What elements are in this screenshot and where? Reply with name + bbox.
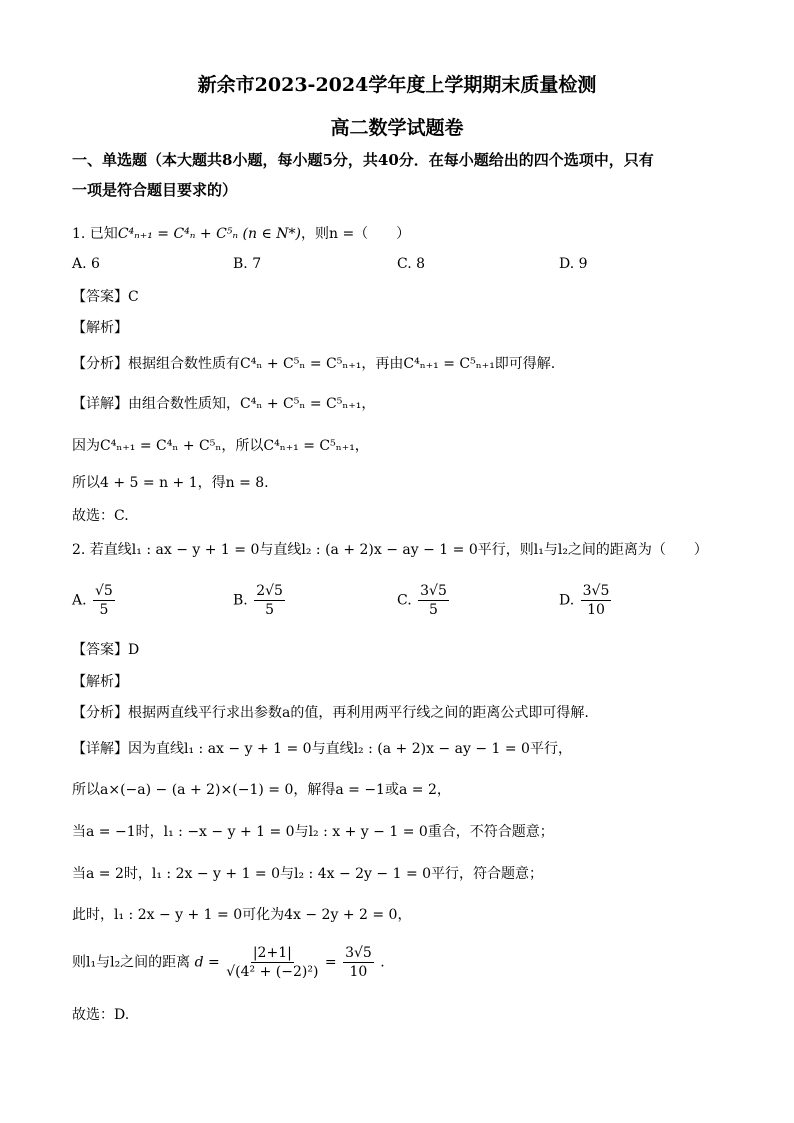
q2-step5-lhs: d = bbox=[194, 954, 220, 971]
q2-option-b-den: 5 bbox=[265, 602, 275, 618]
q2-step5-fraction bbox=[226, 944, 318, 981]
q1-option-a: A. 6 bbox=[72, 256, 100, 272]
q2-option-d-num: 3√5 bbox=[582, 583, 610, 599]
exam-title: 新余市2023-2024学年度上学期期末质量检测 bbox=[197, 74, 597, 96]
q2-option-a-fraction bbox=[93, 582, 115, 619]
q1-stem bbox=[72, 224, 410, 244]
section-heading-line2: 一项是符合题目要求的） bbox=[72, 181, 238, 199]
q1-option-d: D. 9 bbox=[559, 256, 588, 272]
q2-step5-prefix: 则l₁与l₂之间的距离 bbox=[72, 954, 191, 971]
q2-step1: 所以a×(−a) − (a + 2)×(−1) = 0，解得a = −1或a = 2， bbox=[72, 782, 451, 798]
q1-step2: 所以4 + 5 = n + 1，得n = 8. bbox=[72, 475, 269, 491]
q2-option-b-num: 2√5 bbox=[256, 583, 283, 599]
q2-option-c bbox=[397, 582, 451, 619]
q1-xiangjie: 【详解】由组合数性质知，C⁴ₙ + C⁵ₙ = C⁵ₙ₊₁， bbox=[72, 396, 376, 412]
q2-step3: 当a = 2时，l₁ : 2x − y + 1 = 0与l₂ : 4x − 2y − 1 = 0平行，符合题意； bbox=[72, 866, 544, 882]
exam-subtitle: 高二数学试题卷 bbox=[330, 117, 464, 139]
q1-option-b: B. 7 bbox=[233, 256, 262, 272]
q2-step4: 此时，l₁ : 2x − y + 1 = 0可化为4x − 2y + 2 = 0， bbox=[72, 907, 412, 923]
q2-step2: 当a = −1时，l₁ : −x − y + 1 = 0与l₂ : x + y − 1 = 0重合，不符合题意； bbox=[72, 824, 554, 840]
q2-option-c-fraction bbox=[418, 582, 449, 619]
q2-step5-res-num: 3√5 bbox=[345, 945, 372, 961]
q2-step5 bbox=[72, 944, 385, 981]
q2-option-c-num: 3√5 bbox=[420, 583, 447, 599]
q2-option-c-label: C. bbox=[397, 592, 412, 609]
q2-conclusion: 故选：D. bbox=[72, 1007, 130, 1023]
q2-option-a-den: 5 bbox=[99, 602, 109, 618]
q2-step5-eq: = bbox=[324, 954, 337, 971]
q2-xiangjie: 【详解】因为直线l₁ : ax − y + 1 = 0与直线l₂ : (a + 2)x − ay − 1 = 0平行， bbox=[72, 741, 572, 757]
q1-stem-suffix: ，则n =（ ） bbox=[300, 226, 411, 242]
q2-step5-num: |2+1| bbox=[252, 945, 292, 961]
q2-step5-res-den: 10 bbox=[349, 964, 368, 980]
q1-stem-formula: C⁴ₙ₊₁ = C⁴ₙ + C⁵ₙ (n ∈ N*) bbox=[117, 226, 301, 242]
section-heading-line1: 一、单选题（本大题共8小题，每小题5分，共40分．在每小题给出的四个选项中，只有 bbox=[72, 151, 654, 169]
q1-conclusion: 故选：C. bbox=[72, 508, 129, 524]
q1-analysis-label: 【解析】 bbox=[72, 320, 128, 336]
q2-option-a-num: √5 bbox=[95, 583, 113, 599]
q2-option-b-label: B. bbox=[233, 592, 248, 609]
q2-option-d-fraction bbox=[581, 582, 612, 619]
q2-answer: 【答案】D bbox=[72, 642, 140, 658]
q2-option-b-fraction bbox=[254, 582, 285, 619]
q1-option-c: C. 8 bbox=[397, 256, 426, 272]
q1-fenxi: 【分析】根据组合数性质有C⁴ₙ + C⁵ₙ = C⁵ₙ₊₁，再由C⁴ₙ₊₁ = C⁵ₙ₊₁即可得解. bbox=[72, 356, 556, 372]
q2-step5-result bbox=[343, 944, 374, 981]
q2-option-a-label: A. bbox=[72, 592, 87, 609]
q2-stem: 2. 若直线l₁ : ax − y + 1 = 0与直线l₂ : (a + 2)x − ay − 1 = 0平行，则l₁与l₂之间的距离为（ ） bbox=[72, 542, 708, 558]
q2-fenxi: 【分析】根据两直线平行求出参数a的值，再利用两平行线之间的距离公式即可得解. bbox=[72, 705, 589, 721]
q2-option-a bbox=[72, 582, 117, 619]
q2-step5-end: . bbox=[380, 954, 385, 971]
q2-analysis-label: 【解析】 bbox=[72, 674, 128, 690]
q2-option-d-den: 10 bbox=[587, 602, 605, 618]
q2-option-d-label: D. bbox=[559, 592, 575, 609]
q2-option-b bbox=[233, 582, 287, 619]
q1-answer: 【答案】C bbox=[72, 289, 139, 305]
q1-step1: 因为C⁴ₙ₊₁ = C⁴ₙ + C⁵ₙ，所以C⁴ₙ₊₁ = C⁵ₙ₊₁， bbox=[72, 438, 369, 454]
q1-stem-prefix: 1. 已知 bbox=[72, 226, 118, 242]
q2-step5-den: √(4² + (−2)²) bbox=[226, 964, 319, 980]
q2-option-d bbox=[559, 582, 613, 619]
q2-option-c-den: 5 bbox=[429, 602, 438, 618]
